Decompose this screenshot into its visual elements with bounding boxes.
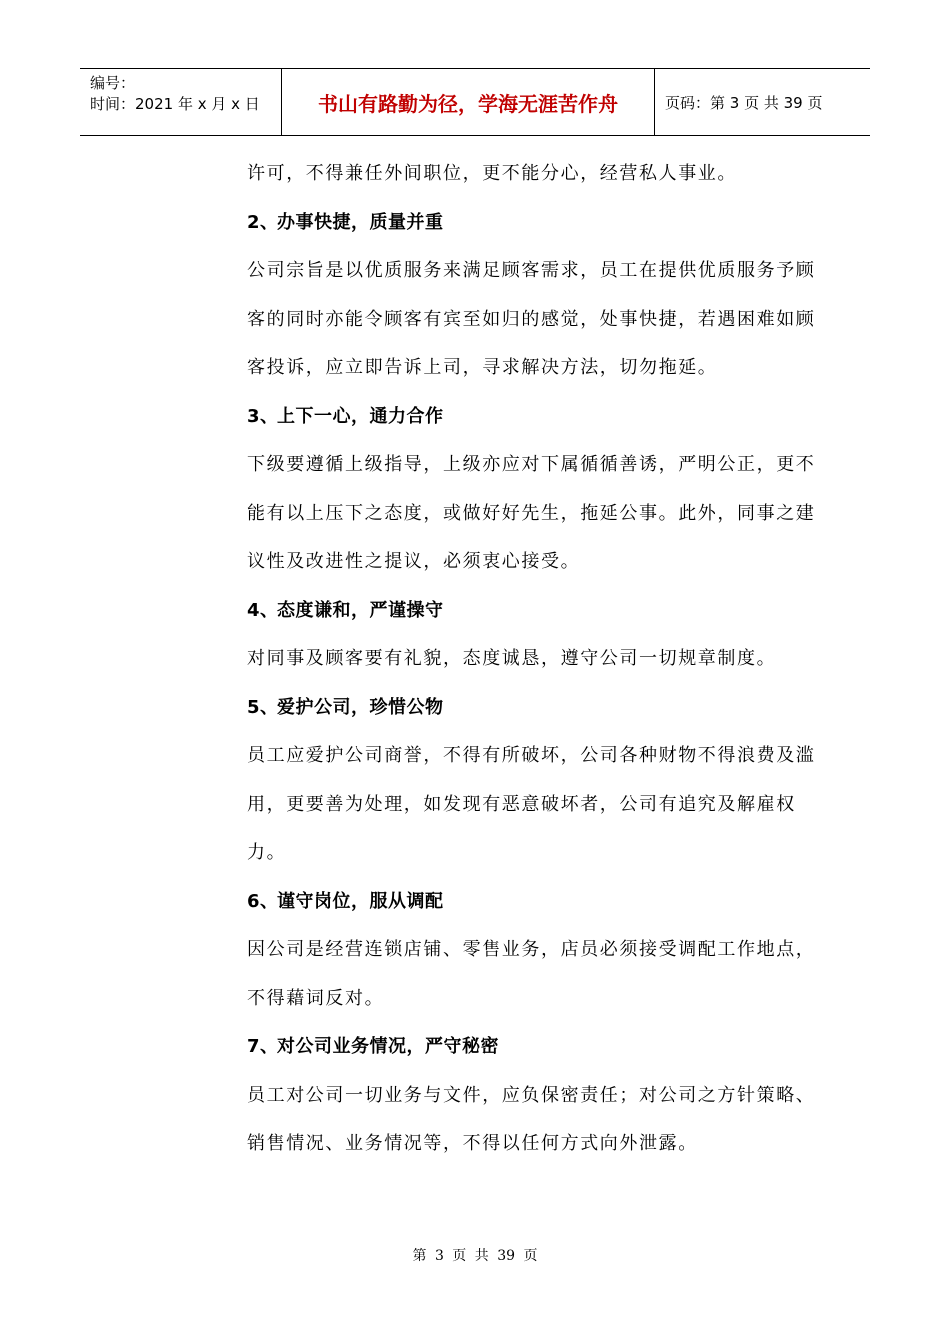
header-page-info: 页码：第 3 页 共 39 页 xyxy=(665,93,823,112)
body-text-line: 能有以上压下之态度，或做好好先生，拖延公事。此外，同事之建 xyxy=(247,502,816,524)
document-number-label: 编号： xyxy=(90,74,136,92)
body-text-line: 员工应爱护公司商誉，不得有所破坏，公司各种财物不得浪费及滥 xyxy=(247,745,816,766)
section-heading xyxy=(247,199,822,248)
section-heading xyxy=(247,587,822,636)
section-title: 谨守岗位，服从调配 xyxy=(277,890,444,912)
section-number: 6、 xyxy=(247,890,279,912)
section-title: 上下一心，通力合作 xyxy=(277,405,444,427)
document-time-label: 时间：2021 年 x 月 x 日 xyxy=(90,95,260,113)
section-heading xyxy=(247,393,822,442)
body-text-line: 员工对公司一切业务与文件，应负保密责任；对公司之方针策略、 xyxy=(247,1084,816,1106)
section-title: 爱护公司，珍惜公物 xyxy=(277,696,444,718)
body-text-line: 用，更要善为处理，如发现有恶意破坏者，公司有追究及解雇权力。 xyxy=(247,793,796,863)
section-heading xyxy=(247,878,822,927)
body-text-line: 销售情况、业务情况等，不得以任何方式向外泄露。 xyxy=(247,1133,698,1154)
page-header xyxy=(80,68,870,136)
body-text-line: 下级要遵循上级指导，上级亦应对下属循循善诱，严明公正，更不 xyxy=(247,454,816,475)
section-title: 态度谦和，严谨操守 xyxy=(277,599,444,621)
body-text-line: 客投诉，应立即告诉上司，寻求解决方法，切勿拖延。 xyxy=(247,357,718,378)
section-title: 办事快捷，质量并重 xyxy=(277,211,444,233)
section-number: 4、 xyxy=(247,599,279,621)
body-text-line: 对同事及顾客要有礼貌，态度诚恳，遵守公司一切规章制度。 xyxy=(247,648,777,669)
section-number: 2、 xyxy=(247,211,279,233)
header-meta xyxy=(80,69,282,135)
page-footer: 第 3 页 共 39 页 xyxy=(412,1248,538,1264)
section-heading xyxy=(247,684,822,733)
header-motto: 书山有路勤为径，学海无涯苦作舟 xyxy=(282,69,655,135)
document-body xyxy=(247,150,822,1169)
body-text-line: 不得藉词反对。 xyxy=(247,987,385,1009)
section-title: 对公司业务情况，严守秘密 xyxy=(277,1036,499,1057)
body-text-line: 因公司是经营连锁店铺、零售业务，店员必须接受调配工作地点， xyxy=(247,939,816,960)
body-text-line: 许可，不得兼任外间职位，更不能分心，经营私人事业。 xyxy=(247,163,737,184)
section-number: 5、 xyxy=(247,696,279,718)
section-heading xyxy=(247,1023,822,1072)
body-text-line: 客的同时亦能令顾客有宾至如归的感觉，处事快捷，若遇困难如顾 xyxy=(247,308,816,330)
body-text-line: 公司宗旨是以优质服务来满足顾客需求，员工在提供优质服务予顾 xyxy=(247,260,816,281)
section-number: 7、 xyxy=(247,1036,279,1057)
body-text-line: 议性及改进性之提议，必须衷心接受。 xyxy=(247,551,581,572)
section-number: 3、 xyxy=(247,405,279,427)
